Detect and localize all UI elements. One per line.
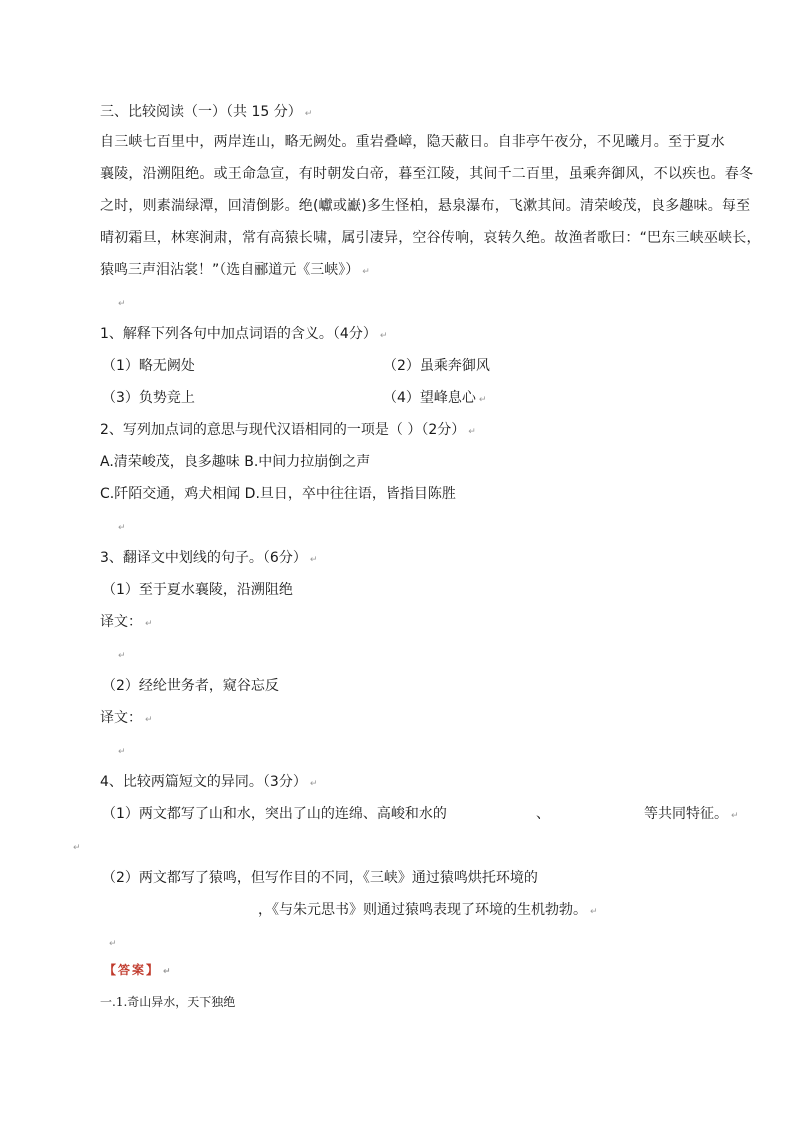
q4-part2-ending: ，《与朱元思书》则通过猿鸣表现了环境的生机勃勃。 ↵: [258, 902, 598, 918]
q4-part1-text: （1）两文都写了山和水，突出了山的连绵、高峻和水的: [102, 806, 447, 822]
paragraph-mark: ↵: [118, 523, 126, 533]
paragraph-mark: ↵: [73, 843, 81, 853]
answer-line: 一.1.奇山异水，天下独绝: [100, 995, 236, 1009]
paragraph-mark: ↵: [109, 939, 117, 949]
paragraph-mark: ↵: [118, 747, 126, 757]
passage-line: 猿鸣三声泪沾裳！”（选自郦道元《三峡》） ↵: [100, 262, 370, 278]
q1-item: （2）虽乘奔御风: [383, 358, 490, 374]
q3-sentence-2: （2）经纶世务者，窥谷忘反: [102, 678, 279, 694]
q4-part1-separator: 、: [536, 806, 550, 822]
q2-option-line: C.阡陌交通，鸡犬相闻 D.旦日，卒中往往语，皆指目陈胜: [100, 486, 456, 502]
passage-line: 晴初霜旦，林寒涧肃，常有高猿长啸，属引凄异，空谷传响，哀转久绝。故渔者歌曰：“巴东三峡巫峡长，: [100, 230, 761, 246]
q1-item: （4）望峰息心 ↵: [383, 390, 487, 406]
answer-title: 【答案】 ↵: [104, 963, 173, 977]
q4-part2-text: （2）两文都写了猿鸣，但写作目的不同，《三峡》通过猿鸣烘托环境的: [102, 870, 538, 886]
q1-item: （3）负势竞上: [102, 390, 195, 406]
q3-translation-label-2: 译文： ↵: [100, 710, 153, 726]
q4-title: 4、比较两篇短文的异同。（3分） ↵: [100, 774, 318, 790]
passage-line: 自三峡七百里中，两岸连山，略无阙处。重岩叠嶂，隐天蔽日。自非亭午夜分，不见曦月。至于夏水: [100, 134, 725, 150]
q2-title: 2、写列加点词的意思与现代汉语相同的一项是（ ）（2分） ↵: [100, 422, 476, 438]
passage-line: 襄陵，沿溯阻绝。或王命急宣，有时朝发白帝，暮至江陵，其间千二百里，虽乘奔御风，不以疾也。春冬: [100, 166, 754, 182]
q2-option-line: A.清荣峻茂，良多趣味 B.中间力拉崩倒之声: [100, 454, 371, 470]
q3-sentence-1: （1）至于夏水襄陵，沿溯阻绝: [102, 582, 293, 598]
section-title: 三、比较阅读（一）（共 15 分） ↵: [100, 104, 313, 120]
paragraph-mark: ↵: [118, 651, 126, 661]
q4-part1-ending: 等共同特征。 ↵: [644, 806, 739, 822]
q3-translation-label-1: 译文： ↵: [100, 614, 153, 630]
q1-title: 1、解释下列各句中加点词语的含义。（4分） ↵: [100, 326, 388, 342]
q3-title: 3、翻译文中划线的句子。（6分） ↵: [100, 550, 318, 566]
paragraph-mark: ↵: [118, 299, 126, 309]
passage-line: 之时，则素湍绿潭，回清倒影。绝(巘或巚)多生怪柏，悬泉瀑布，飞漱其间。清荣峻茂，良多趣味。每至: [100, 198, 751, 214]
q1-item: （1）略无阙处: [102, 358, 195, 374]
